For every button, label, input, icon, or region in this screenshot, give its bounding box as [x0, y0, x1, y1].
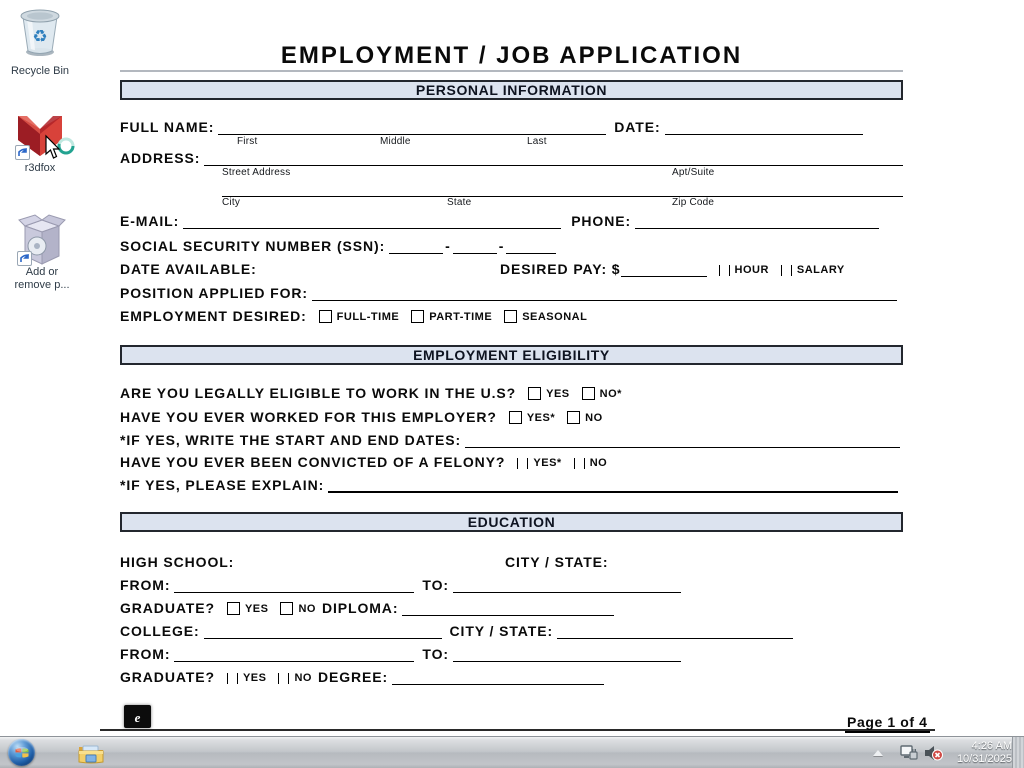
college-to-field[interactable]: [453, 647, 681, 662]
start-end-dates-label: *IF YES, WRITE THE START AND END DATES:: [120, 432, 462, 448]
ssn-dash: -: [498, 238, 505, 254]
college-field[interactable]: [204, 624, 442, 639]
ssn-field-1[interactable]: [389, 239, 443, 254]
email-phone-row: [120, 214, 879, 229]
section-header-education: EDUCATION: [120, 512, 903, 532]
graduate-label: GRADUATE?: [120, 600, 215, 616]
hour-checkbox[interactable]: [719, 265, 730, 276]
last-sublabel: Last: [527, 136, 547, 147]
busy-cursor-icon: [40, 132, 80, 172]
hs-from-field[interactable]: [174, 578, 414, 593]
mini-window-icon[interactable]: e: [124, 705, 151, 728]
section-header-personal: PERSONAL INFORMATION: [120, 80, 903, 100]
windows-flag-icon: [15, 746, 29, 760]
hour-label: HOUR: [734, 264, 769, 276]
felony-yes-checkbox[interactable]: [517, 458, 528, 469]
degree-label: DEGREE:: [317, 669, 389, 685]
hs-to-field[interactable]: [453, 578, 681, 593]
date-field[interactable]: [665, 120, 863, 135]
volume-muted-tray-icon[interactable]: [924, 744, 944, 762]
desktop-icon-add-remove-programs[interactable]: [2, 212, 82, 292]
date-label: DATE:: [614, 119, 661, 135]
email-label: E-MAIL:: [120, 213, 180, 229]
no-label: NO: [294, 672, 312, 684]
college-city-state-field[interactable]: [557, 624, 793, 639]
diploma-field[interactable]: [402, 601, 614, 616]
felony-question: HAVE YOU EVER BEEN CONVICTED OF A FELONY?: [120, 454, 506, 470]
position-row: [120, 286, 897, 301]
folder-icon: [77, 741, 105, 765]
divider: [120, 70, 903, 72]
recycle-bin-icon: [17, 6, 63, 58]
college-city-state-label: CITY / STATE:: [449, 623, 554, 639]
worked-no-label: NO: [585, 412, 603, 424]
document-page: [120, 0, 903, 768]
no-label: NO: [298, 603, 316, 615]
college-row: [120, 624, 793, 639]
felony-question-row: [120, 455, 607, 470]
college-graduate-no-checkbox[interactable]: [278, 673, 289, 684]
ssn-dash: -: [445, 238, 451, 254]
show-hidden-icons-button[interactable]: [873, 750, 883, 756]
desktop-icon-label: Recycle Bin: [10, 65, 70, 77]
hs-graduate-row: [120, 601, 614, 616]
eligible-question: ARE YOU LEGALLY ELIGIBLE TO WORK IN THE U.S?: [120, 385, 517, 401]
page-footer-rule: [100, 729, 935, 731]
from-label: FROM:: [120, 577, 171, 593]
city-sublabel: City: [222, 197, 241, 208]
high-school-row: [120, 555, 903, 570]
hs-graduate-no-checkbox[interactable]: [280, 602, 293, 615]
full-name-field[interactable]: [218, 120, 606, 135]
employment-desired-row: [120, 309, 587, 324]
ssn-field-2[interactable]: [453, 239, 497, 254]
worked-yes-checkbox[interactable]: [509, 411, 522, 424]
college-label: COLLEGE:: [120, 623, 200, 639]
degree-field[interactable]: [392, 670, 604, 685]
felony-no-label: NO: [589, 457, 608, 469]
ssn-label: SOCIAL SECURITY NUMBER (SSN):: [120, 238, 386, 254]
explain-label: *IF YES, PLEASE EXPLAIN:: [120, 477, 325, 493]
worked-yes-label: YES*: [526, 412, 556, 424]
felony-yes-label: YES*: [533, 457, 562, 469]
street-sublabel: Street Address: [222, 167, 291, 178]
diploma-label: DIPLOMA:: [321, 600, 399, 616]
hs-city-state-label: CITY / STATE:: [505, 554, 609, 570]
college-from-to-row: [120, 647, 681, 662]
high-school-label: HIGH SCHOOL:: [120, 554, 235, 570]
hs-graduate-yes-checkbox[interactable]: [227, 602, 240, 615]
date-available-label: DATE AVAILABLE:: [120, 261, 257, 277]
college-from-field[interactable]: [174, 647, 414, 662]
svg-text:♻: ♻: [32, 27, 48, 46]
eligible-yes-label: YES: [546, 388, 570, 400]
seasonal-label: SEASONAL: [522, 311, 588, 323]
explain-row: [120, 477, 898, 493]
middle-sublabel: Middle: [380, 136, 411, 147]
section-header-eligibility: EMPLOYMENT ELIGIBILITY: [120, 345, 903, 365]
state-sublabel: State: [447, 197, 472, 208]
desktop-icon-label: remove p...: [14, 279, 70, 291]
address-row: [120, 151, 903, 166]
apt-sublabel: Apt/Suite: [672, 167, 715, 178]
ssn-row: [120, 239, 556, 254]
date-available-row: [120, 262, 257, 277]
clock-time: 4:26 AM: [971, 739, 1012, 752]
desktop-icon-recycle-bin[interactable]: [0, 6, 80, 78]
network-tray-icon[interactable]: [900, 745, 918, 761]
position-label: POSITION APPLIED FOR:: [120, 285, 308, 301]
clock-date: 10/31/2025: [956, 752, 1012, 765]
felony-no-checkbox[interactable]: [574, 458, 585, 469]
hs-from-to-row: [120, 578, 681, 593]
college-graduate-yes-checkbox[interactable]: [227, 673, 238, 684]
full-name-label: FULL NAME:: [120, 119, 215, 135]
full-time-label: FULL-TIME: [336, 311, 400, 323]
zip-sublabel: Zip Code: [672, 197, 715, 208]
full-time-checkbox[interactable]: [319, 310, 332, 323]
to-label: TO:: [422, 646, 449, 662]
desired-pay-field[interactable]: [621, 262, 707, 277]
shortcut-arrow-icon: [17, 251, 32, 266]
first-sublabel: First: [237, 136, 258, 147]
explorer-taskbar-button[interactable]: [74, 739, 108, 766]
to-label: TO:: [422, 577, 449, 593]
taskbar-clock[interactable]: [957, 740, 1012, 766]
graduate-label: GRADUATE?: [120, 669, 215, 685]
eligible-no-label: NO*: [599, 388, 622, 400]
system-tray: [873, 737, 1012, 768]
eligible-question-row: [120, 386, 622, 401]
phone-field[interactable]: [635, 214, 879, 229]
yes-label: YES: [244, 603, 269, 615]
document-title: EMPLOYMENT / JOB APPLICATION: [280, 42, 743, 69]
worked-question-row: [120, 410, 603, 425]
worked-no-checkbox[interactable]: [567, 411, 580, 424]
start-end-dates-row: [120, 433, 900, 448]
worked-question: HAVE YOU EVER WORKED FOR THIS EMPLOYER?: [120, 409, 497, 425]
show-desktop-button[interactable]: [1012, 737, 1024, 768]
part-time-checkbox[interactable]: [411, 310, 424, 323]
from-label: FROM:: [120, 646, 171, 662]
salary-label: SALARY: [796, 264, 845, 276]
ssn-field-3[interactable]: [506, 239, 556, 254]
salary-checkbox[interactable]: [781, 265, 792, 276]
shortcut-arrow-icon: [15, 145, 30, 160]
phone-label: PHONE:: [571, 213, 632, 229]
part-time-label: PART-TIME: [429, 311, 493, 323]
position-field[interactable]: [312, 286, 897, 301]
college-graduate-row: [120, 670, 604, 685]
desired-pay-label: DESIRED PAY: $: [500, 261, 621, 277]
desktop-icon-label: Add or: [25, 266, 59, 278]
email-field[interactable]: [183, 214, 561, 229]
explain-field[interactable]: [328, 477, 898, 493]
eligible-no-checkbox[interactable]: [582, 387, 595, 400]
start-button[interactable]: [8, 739, 35, 766]
yes-label: YES: [242, 672, 267, 684]
street-address-field[interactable]: [204, 151, 903, 166]
page-indicator: Page 1 of 4: [845, 714, 930, 733]
address-label: ADDRESS:: [120, 150, 201, 166]
taskbar: [0, 736, 1024, 768]
desired-pay-row: [500, 262, 845, 277]
start-end-dates-field[interactable]: [465, 433, 900, 448]
desktop-icon-label: r3dfox: [24, 162, 56, 174]
city-state-zip-field[interactable]: [222, 182, 903, 197]
eligible-yes-checkbox[interactable]: [528, 387, 541, 400]
employment-desired-label: EMPLOYMENT DESIRED:: [120, 308, 307, 324]
seasonal-checkbox[interactable]: [504, 310, 517, 323]
full-name-row: [120, 120, 863, 135]
